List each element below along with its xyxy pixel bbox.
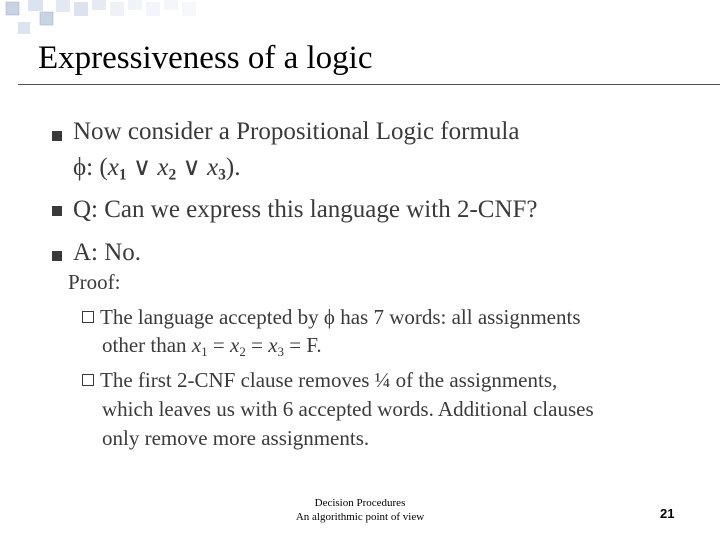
title-divider — [18, 84, 720, 85]
proof-label: Proof: — [68, 270, 121, 294]
proof-point-2: The first 2-CNF clause removes ¼ of the assignments, — [82, 368, 557, 393]
footer-line-1: Decision Procedures — [314, 497, 406, 509]
bullet-marker — [52, 131, 62, 141]
answer-text: A: No. — [73, 239, 142, 266]
page-number: 21 — [660, 506, 675, 521]
formula-line: ϕ: ($x_1$ ∨ $x_2$ ∨ $x_3$). — [73, 154, 241, 184]
checkbox-bullet-icon — [82, 311, 94, 323]
proof-point-1: The language accepted by ϕ has 7 words: all assignments — [82, 305, 581, 330]
bullet-marker — [52, 206, 62, 216]
phi-symbol: ϕ — [73, 154, 87, 181]
footer-line-2: An algorithmic point of view — [295, 511, 425, 523]
bullet-marker — [52, 251, 62, 261]
bullet-formula-intro: Now consider a Propositional Logic formula — [73, 118, 520, 145]
proof-point-2-line2: which leaves us with 6 accepted words. Additional clauses — [102, 397, 594, 421]
slide-title: Expressiveness of a logic — [38, 40, 373, 76]
checkbox-bullet-icon — [82, 374, 94, 386]
proof-point-2-line3: only remove more assignments. — [102, 426, 370, 450]
proof-point-1-cont: other than $x_1 = x_2 = x_3 = F$. — [102, 333, 322, 359]
question-text: Q: Can we express this language with 2-CNF? — [73, 196, 538, 223]
footer-text — [260, 496, 460, 524]
